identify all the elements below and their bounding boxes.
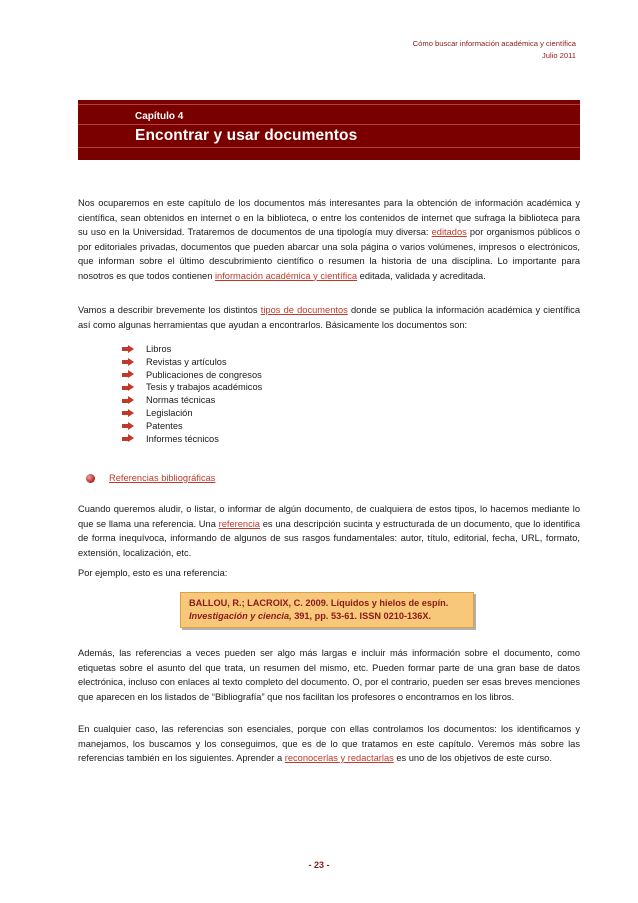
list-item — [122, 343, 262, 356]
intro-paragraph — [78, 196, 580, 283]
arrow-icon — [122, 396, 135, 405]
references-importance-paragraph — [78, 722, 580, 766]
arrow-icon — [122, 370, 135, 379]
banner-rule-top — [78, 104, 580, 105]
types-text-1: Vamos a describir brevemente los distintos — [78, 305, 261, 315]
link-referencia[interactable]: referencia — [218, 518, 260, 529]
arrow-icon — [122, 422, 135, 431]
definition-text-1: Cuando queremos aludir, o listar, o informar de algún documento, de cualquiera de estos tipos, lo hacemos mediante lo que se llama una referencia. Una — [78, 504, 580, 529]
list-item — [122, 420, 262, 433]
list-item-label: Tesis y trabajos académicos — [146, 382, 263, 393]
intro-text-3: editada, validada y acreditada. — [357, 270, 486, 281]
reference-line-1: BALLOU, R.; LACROIX, C. 2009. Líquidos y hielos de espín. — [189, 598, 449, 608]
link-referencias-bibliograficas[interactable]: Referencias bibliográficas — [109, 473, 216, 483]
banner-rule-bottom — [78, 147, 580, 148]
list-item-label: Normas técnicas — [146, 395, 216, 406]
list-item-label: Informes técnicos — [146, 433, 219, 444]
link-reconocerlas-redactarlas[interactable]: reconocerlas y redactarlas — [284, 753, 394, 763]
intro-text-2: por organismos públicos o por editoriales privadas, documentos que pueden abarcar una sola página o varios volúmenes, impresos o electrónicos, que informan sobre el último descubrimiento científico o resumen la historia de una disciplina. Lo importante para nosotros es que todos contienen — [78, 227, 580, 281]
importance-text-2: es uno de los objetivos de este curso. — [393, 753, 552, 763]
references-extended-paragraph: Además, las referencias a veces pueden ser algo más largas e incluir más información sobre el documento, como etiquetas sobre el asunto del que trata, un resumen del mismo, etc. Pueden formar parte de una gran base de datos electrónica, incluso con enlaces al texto completo del documento. O, por el contrario, pueden ser esas breves menciones que aparecen en los listados de “Bibliografía” que nos facilitan los profesores o encontramos en los libros. — [78, 648, 580, 702]
definition-text-2: es una descripción sucinta y estructurada de un documento, que lo identifica de forma inequívoca, informando de algunos de sus rasgos fundamentales: autor, título, editorial, fecha, URL, formato, extensión, localización, etc. — [78, 518, 580, 558]
chapter-banner — [78, 100, 580, 160]
list-item — [122, 356, 262, 369]
list-item — [122, 394, 262, 407]
page-number: - 23 - — [308, 860, 330, 870]
header-date: Julio 2011 — [541, 51, 576, 60]
list-item-label: Revistas y artículos — [146, 356, 227, 367]
link-informacion-academica[interactable]: información académica y científica — [214, 270, 358, 281]
arrow-icon — [122, 345, 135, 354]
document-types-list — [122, 343, 262, 445]
banner-rule-middle — [78, 124, 580, 125]
list-item — [122, 433, 262, 446]
reference-details: 391, pp. 53-61. ISSN 0210-136X. — [291, 611, 432, 621]
list-item-label: Legislación — [146, 407, 193, 418]
reference-example-box — [180, 592, 474, 628]
chapter-label: Capítulo 4 — [135, 111, 184, 122]
types-paragraph — [78, 303, 580, 332]
chapter-title: Encontrar y usar documentos — [135, 127, 358, 144]
round-bullet-icon — [86, 474, 95, 483]
reference-journal: Investigación y ciencia, — [189, 611, 292, 621]
list-item-label: Publicaciones de congresos — [146, 369, 262, 380]
running-header — [413, 38, 576, 62]
list-item — [122, 369, 262, 382]
importance-text-1: En cualquier caso, las referencias son esenciales, porque con ellas controlamos los documentos: los identificamos y manejamos, los buscamos y los conseguimos, que es de lo que tratamos en este capítulo. Veremos más sobre las referencias también en los siguientes. Aprender a — [78, 724, 580, 763]
arrow-icon — [122, 409, 135, 418]
arrow-icon — [122, 434, 135, 443]
list-item — [122, 381, 262, 394]
example-intro: Por ejemplo, esto es una referencia: — [78, 568, 228, 578]
link-editados[interactable]: editados — [431, 227, 467, 237]
intro-text-1: Nos ocuparemos en este capítulo de los documentos más interesantes para la obtención de información académica y científica, sean obtenidos en internet o en la biblioteca, o entre los contenidos de internet que sufraga la biblioteca para su uso en la Universidad. Trataremos de documentos de una tipología muy diversa: — [78, 198, 580, 237]
arrow-icon — [122, 358, 135, 367]
types-text-2: donde se publica la información académica y científica así como algunas herramientas que ayudan a encontrarlos. Básicamente los documentos son: — [78, 305, 581, 330]
reference-line-2 — [189, 611, 431, 621]
header-title: Cómo buscar información académica y científica — [412, 39, 576, 48]
arrow-icon — [122, 383, 135, 392]
section-heading — [86, 473, 215, 483]
list-item-label: Libros — [146, 344, 172, 354]
reference-definition-paragraph — [78, 502, 580, 560]
list-item — [122, 407, 262, 420]
list-item-label: Patentes — [146, 420, 183, 431]
link-tipos-documentos[interactable]: tipos de documentos — [260, 305, 348, 315]
